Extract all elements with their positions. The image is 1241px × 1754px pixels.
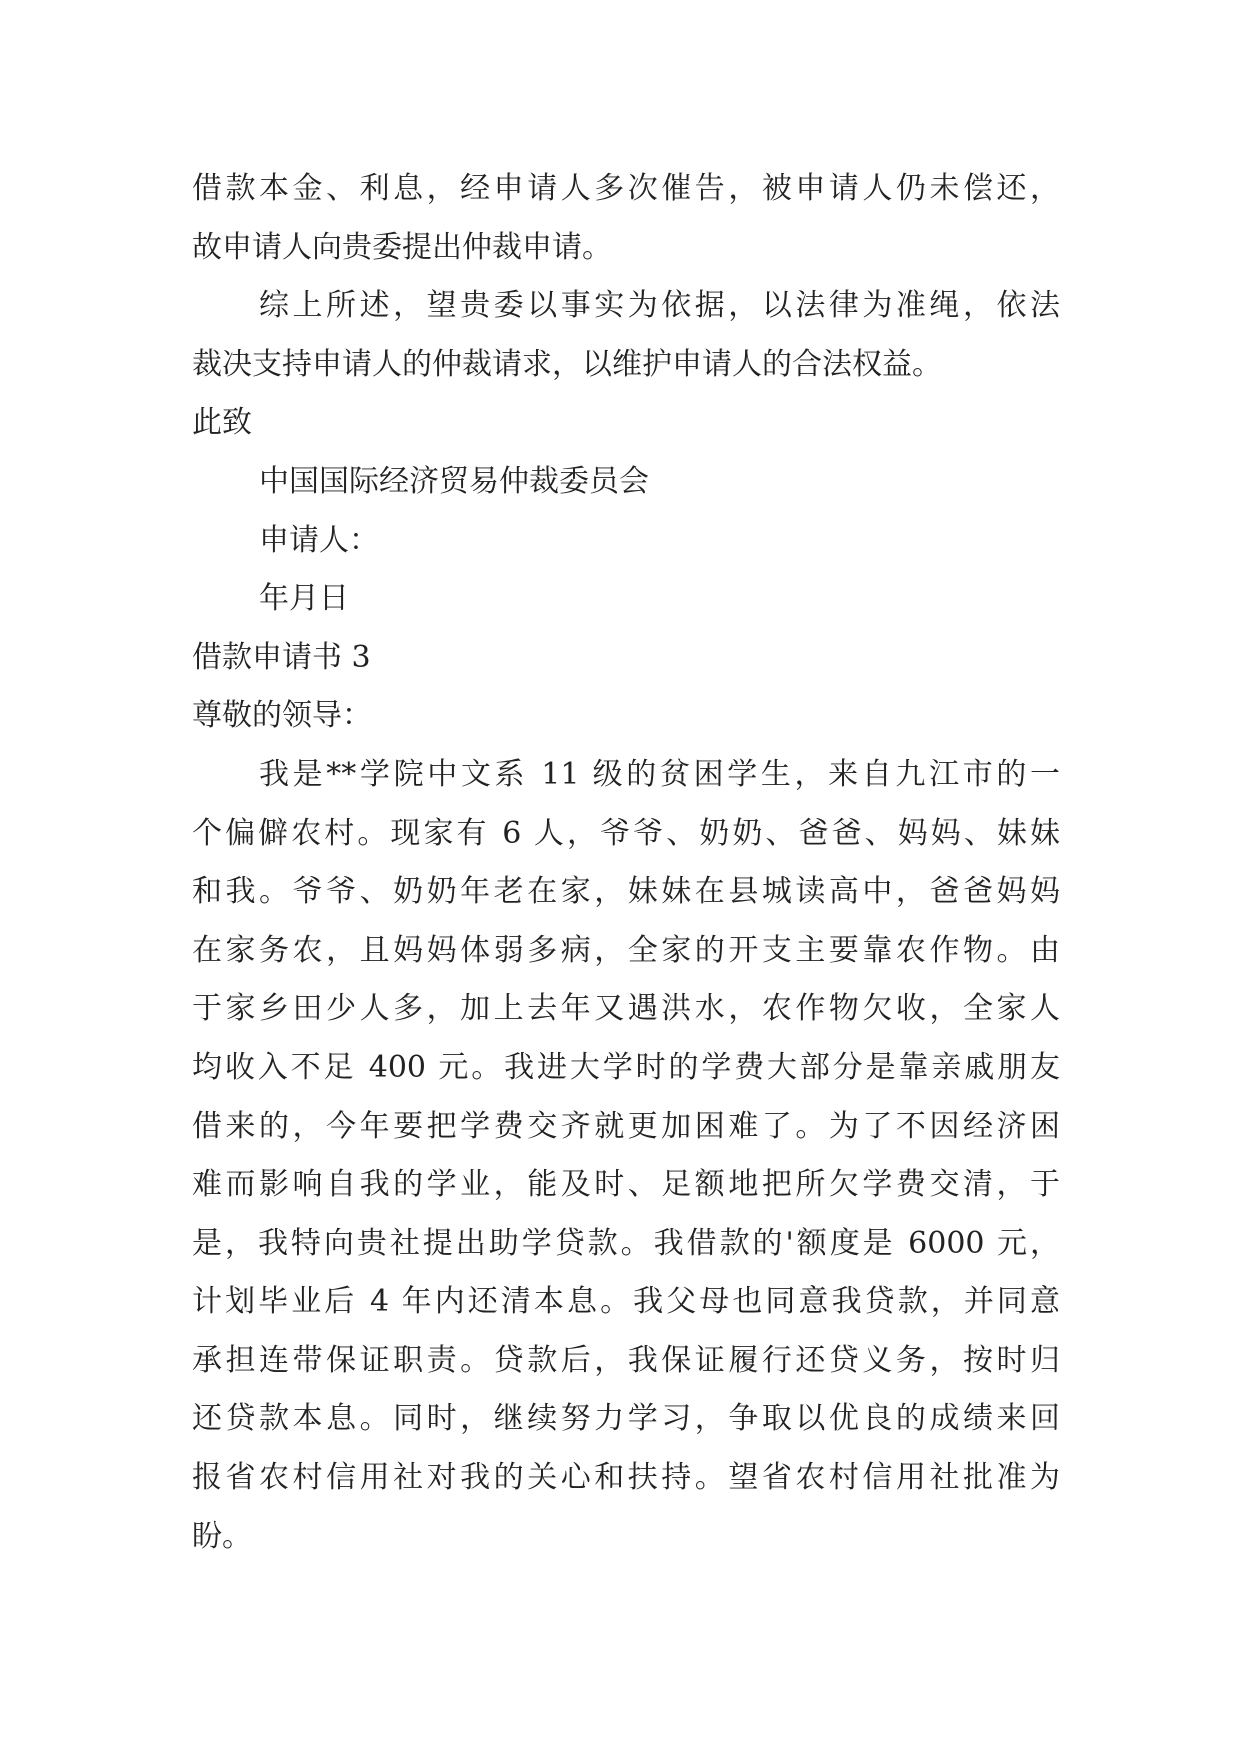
text-line: 借款申请书 3 (192, 639, 371, 675)
text-line: 还贷款本息。同时，继续努力学习，争取以优良的成绩来回 (192, 1401, 1060, 1437)
text-line: 我是**学院中文系 11 级的贫困学生，来自九江市的一 (259, 756, 1060, 792)
text-line: 裁决支持申请人的仲裁请求，以维护申请人的合法权益。 (192, 346, 942, 382)
text-line: 在家务农，且妈妈体弱多病，全家的开支主要靠农作物。由 (192, 932, 1060, 968)
text-line: 难而影响自我的学业，能及时、足额地把所欠学费交清，于 (192, 1167, 1060, 1203)
text-line: 综上所述，望贵委以事实为依据，以法律为准绳，依法 (259, 288, 1060, 324)
text-line: 尊敬的领导： (192, 698, 372, 734)
text-line: 和我。爷爷、奶奶年老在家，妹妹在县城读高中，爸爸妈妈 (192, 874, 1060, 910)
text-line: 申请人： (259, 522, 379, 558)
text-line: 故申请人向贵委提出仲裁申请。 (192, 229, 612, 265)
text-line: 中国国际经济贸易仲裁委员会 (259, 463, 649, 499)
text-line: 盼。 (192, 1518, 252, 1554)
text-line: 借来的，今年要把学费交齐就更加困难了。为了不因经济困 (192, 1108, 1060, 1144)
text-line: 是，我特向贵社提出助学贷款。我借款的'额度是 6000 元， (192, 1225, 1060, 1261)
text-line: 计划毕业后 4 年内还清本息。我父母也同意我贷款，并同意 (192, 1284, 1060, 1320)
text-line: 报省农村信用社对我的关心和扶持。望省农村信用社批准为 (192, 1460, 1060, 1496)
text-line: 年月日 (259, 581, 349, 617)
text-line: 此致 (192, 405, 252, 441)
text-line: 承担连带保证职责。贷款后，我保证履行还贷义务，按时归 (192, 1342, 1060, 1378)
text-line: 于家乡田少人多，加上去年又遇洪水，农作物欠收，全家人 (192, 991, 1060, 1027)
text-line: 个偏僻农村。现家有 6 人，爷爷、奶奶、爸爸、妈妈、妹妹 (192, 815, 1060, 851)
document-body (192, 160, 1060, 1566)
text-line: 均收入不足 400 元。我进大学时的学费大部分是靠亲戚朋友 (192, 1049, 1060, 1085)
text-line: 借款本金、利息，经申请人多次催告，被申请人仍未偿还， (192, 171, 1060, 206)
